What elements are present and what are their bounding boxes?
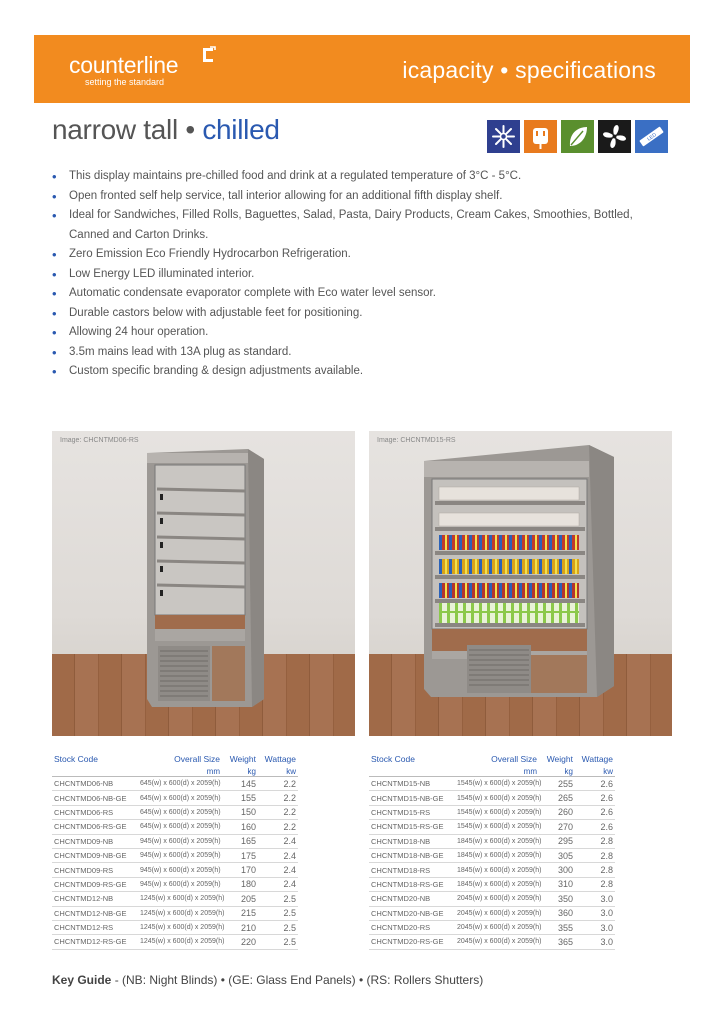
feature-icons	[487, 120, 668, 153]
stock-code: CHCNTMD12-RS-GE	[52, 935, 138, 949]
column-unit-size: mm	[455, 764, 539, 777]
wattage: 2.5	[258, 892, 298, 906]
weight: 310	[539, 877, 575, 891]
overall-size: 1245(w) x 600(d) x 2059(h)	[138, 935, 222, 949]
column-unit-weight: kg	[539, 764, 575, 777]
list-item: • 3.5m mains lead with 13A plug as standard.	[52, 343, 672, 363]
brand-logo	[69, 53, 178, 87]
list-item: • Durable castors below with adjustable feet for positioning.	[52, 304, 672, 324]
fan-icon	[598, 120, 631, 153]
stock-code: CHCNTMD18-RS-GE	[369, 877, 455, 891]
weight: 260	[539, 805, 575, 819]
list-item: • Automatic condensate evaporator complete with Eco water level sensor.	[52, 284, 672, 304]
table-row	[369, 848, 615, 862]
list-item: • This display maintains pre-chilled food and drink at a regulated temperature of 3°C - 5°C.	[52, 167, 672, 187]
led-icon	[635, 120, 668, 153]
overall-size: 945(w) x 600(d) x 2059(h)	[138, 848, 222, 862]
weight: 220	[222, 935, 258, 949]
stock-code: CHCNTMD18-RS	[369, 863, 455, 877]
column-header-weight: Weight	[546, 754, 573, 764]
overall-size: 1545(w) x 600(d) x 2059(h)	[455, 791, 539, 805]
weight: 255	[539, 777, 575, 791]
overall-size: 1545(w) x 600(d) x 2059(h)	[455, 805, 539, 819]
key-guide	[52, 973, 483, 987]
wattage: 2.5	[258, 920, 298, 934]
overall-size: 1845(w) x 600(d) x 2059(h)	[455, 877, 539, 891]
list-item: • Allowing 24 hour operation.	[52, 323, 672, 343]
weight: 355	[539, 920, 575, 934]
stock-code: CHCNTMD06-NB-GE	[52, 791, 138, 805]
banner-title: icapacity • specifications	[402, 57, 656, 83]
snowflake-icon	[487, 120, 520, 153]
wattage: 2.2	[258, 820, 298, 834]
overall-size: 1845(w) x 600(d) x 2059(h)	[455, 848, 539, 862]
weight: 210	[222, 920, 258, 934]
overall-size: 645(w) x 600(d) x 2059(h)	[138, 820, 222, 834]
overall-size: 1845(w) x 600(d) x 2059(h)	[455, 863, 539, 877]
page-title-prefix: narrow tall •	[52, 114, 203, 145]
table-row	[52, 777, 298, 791]
table-row	[369, 863, 615, 877]
stock-code: CHCNTMD20-NB	[369, 892, 455, 906]
column-header-stock-code: Stock Code	[54, 754, 98, 764]
wattage: 2.8	[575, 863, 615, 877]
spec-table-left	[52, 751, 298, 950]
stock-code: CHCNTMD06-RS	[52, 805, 138, 819]
wattage: 2.2	[258, 805, 298, 819]
overall-size: 1245(w) x 600(d) x 2059(h)	[138, 906, 222, 920]
table-row	[52, 935, 298, 949]
wattage: 2.4	[258, 848, 298, 862]
weight: 360	[539, 906, 575, 920]
brand-name: counterline	[69, 52, 179, 78]
table-row	[369, 834, 615, 848]
feature-list	[52, 167, 672, 382]
plug-icon	[524, 120, 557, 153]
overall-size: 945(w) x 600(d) x 2059(h)	[138, 834, 222, 848]
stock-code: CHCNTMD12-RS	[52, 920, 138, 934]
table-row	[369, 906, 615, 920]
wattage: 2.2	[258, 777, 298, 791]
weight: 175	[222, 848, 258, 862]
stock-code: CHCNTMD09-RS-GE	[52, 877, 138, 891]
overall-size: 645(w) x 600(d) x 2059(h)	[138, 805, 222, 819]
overall-size: 1845(w) x 600(d) x 2059(h)	[455, 834, 539, 848]
stock-code: CHCNTMD06-RS-GE	[52, 820, 138, 834]
table-row	[369, 920, 615, 934]
table-row	[52, 892, 298, 906]
list-item: • Custom specific branding & design adjustments available.	[52, 362, 672, 382]
weight: 180	[222, 877, 258, 891]
column-header-stock-code: Stock Code	[371, 754, 415, 764]
overall-size: 1245(w) x 600(d) x 2059(h)	[138, 892, 222, 906]
column-unit-wattage: kw	[575, 764, 615, 777]
cabinet-wide-illustration	[369, 431, 672, 736]
table-row	[52, 877, 298, 891]
stock-code: CHCNTMD15-RS-GE	[369, 820, 455, 834]
header-banner	[34, 35, 690, 103]
weight: 295	[539, 834, 575, 848]
overall-size: 945(w) x 600(d) x 2059(h)	[138, 863, 222, 877]
overall-size: 1245(w) x 600(d) x 2059(h)	[138, 920, 222, 934]
overall-size: 2045(w) x 600(d) x 2059(h)	[455, 920, 539, 934]
weight: 365	[539, 935, 575, 949]
table-row	[52, 820, 298, 834]
wattage: 2.6	[575, 820, 615, 834]
wattage: 3.0	[575, 920, 615, 934]
wattage: 3.0	[575, 935, 615, 949]
table-row	[52, 834, 298, 848]
column-unit-size: mm	[138, 764, 222, 777]
wattage: 3.0	[575, 892, 615, 906]
cabinet-narrow-illustration	[52, 431, 355, 736]
table-row	[369, 892, 615, 906]
wattage: 2.5	[258, 906, 298, 920]
stock-code: CHCNTMD15-RS	[369, 805, 455, 819]
overall-size: 645(w) x 600(d) x 2059(h)	[138, 791, 222, 805]
stock-code: CHCNTMD12-NB-GE	[52, 906, 138, 920]
page-title-accent: chilled	[202, 114, 280, 145]
column-unit-wattage: kw	[258, 764, 298, 777]
table-row	[369, 805, 615, 819]
stock-code: CHCNTMD20-NB-GE	[369, 906, 455, 920]
stock-code: CHCNTMD20-RS	[369, 920, 455, 934]
wattage: 2.4	[258, 863, 298, 877]
overall-size: 645(w) x 600(d) x 2059(h)	[138, 777, 222, 791]
wattage: 2.8	[575, 848, 615, 862]
weight: 170	[222, 863, 258, 877]
weight: 145	[222, 777, 258, 791]
column-unit-blank	[369, 764, 455, 777]
column-header-wattage: Wattage	[264, 754, 296, 764]
stock-code: CHCNTMD12-NB	[52, 892, 138, 906]
wattage: 2.5	[258, 935, 298, 949]
weight: 165	[222, 834, 258, 848]
column-header-overall-size: Overall Size	[174, 754, 220, 764]
list-item: • Ideal for Sandwiches, Filled Rolls, Baguettes, Salad, Pasta, Dairy Products, Cream Cakes, Smoothies, Bottled, Canned and Carton Drinks.	[52, 206, 672, 245]
stock-code: CHCNTMD15-NB	[369, 777, 455, 791]
leaf-icon	[561, 120, 594, 153]
weight: 300	[539, 863, 575, 877]
wattage: 2.8	[575, 834, 615, 848]
list-item: • Low Energy LED illuminated interior.	[52, 265, 672, 285]
table-row	[369, 777, 615, 791]
overall-size: 2045(w) x 600(d) x 2059(h)	[455, 935, 539, 949]
wattage: 2.6	[575, 791, 615, 805]
wattage: 2.4	[258, 834, 298, 848]
table-row	[369, 791, 615, 805]
column-header-wattage: Wattage	[581, 754, 613, 764]
table-row	[52, 848, 298, 862]
stock-code: CHCNTMD09-NB-GE	[52, 848, 138, 862]
list-item: • Open fronted self help service, tall interior allowing for an additional fifth display shelf.	[52, 187, 672, 207]
wattage: 3.0	[575, 906, 615, 920]
stock-code: CHCNTMD06-NB	[52, 777, 138, 791]
key-guide-label: Key Guide	[52, 973, 112, 987]
column-header-weight: Weight	[229, 754, 256, 764]
stock-code: CHCNTMD18-NB-GE	[369, 848, 455, 862]
list-item: • Zero Emission Eco Friendly Hydrocarbon Refrigeration.	[52, 245, 672, 265]
spec-table-right	[369, 751, 615, 950]
table-row	[52, 805, 298, 819]
svg-text:LED: LED	[646, 132, 658, 143]
column-header-overall-size: Overall Size	[491, 754, 537, 764]
weight: 350	[539, 892, 575, 906]
weight: 270	[539, 820, 575, 834]
table-row	[369, 877, 615, 891]
stock-code: CHCNTMD18-NB	[369, 834, 455, 848]
table-row	[52, 863, 298, 877]
weight: 150	[222, 805, 258, 819]
overall-size: 1545(w) x 600(d) x 2059(h)	[455, 820, 539, 834]
table-row	[369, 935, 615, 949]
stock-code: CHCNTMD09-NB	[52, 834, 138, 848]
wattage: 2.6	[575, 805, 615, 819]
wattage: 2.4	[258, 877, 298, 891]
product-image-right	[369, 431, 672, 736]
wattage: 2.8	[575, 877, 615, 891]
weight: 160	[222, 820, 258, 834]
stock-code: CHCNTMD20-RS-GE	[369, 935, 455, 949]
overall-size: 1545(w) x 600(d) x 2059(h)	[455, 777, 539, 791]
table-row	[52, 791, 298, 805]
table-row	[369, 820, 615, 834]
weight: 205	[222, 892, 258, 906]
table-row	[52, 906, 298, 920]
image-caption-right: Image: CHCNTMD15-RS	[377, 437, 456, 444]
weight: 215	[222, 906, 258, 920]
key-guide-text: - (NB: Night Blinds) • (GE: Glass End Panels) • (RS: Rollers Shutters)	[111, 973, 484, 987]
page-title	[52, 114, 280, 146]
stock-code: CHCNTMD15-NB-GE	[369, 791, 455, 805]
overall-size: 2045(w) x 600(d) x 2059(h)	[455, 906, 539, 920]
brand-mark-icon	[201, 46, 217, 64]
weight: 265	[539, 791, 575, 805]
weight: 155	[222, 791, 258, 805]
stock-code: CHCNTMD09-RS	[52, 863, 138, 877]
product-image-left	[52, 431, 355, 736]
column-unit-weight: kg	[222, 764, 258, 777]
wattage: 2.6	[575, 777, 615, 791]
weight: 305	[539, 848, 575, 862]
table-row	[52, 920, 298, 934]
image-caption-left: Image: CHCNTMD06-RS	[60, 437, 139, 444]
overall-size: 945(w) x 600(d) x 2059(h)	[138, 877, 222, 891]
column-unit-blank	[52, 764, 138, 777]
wattage: 2.2	[258, 791, 298, 805]
brand-tagline: setting the standard	[85, 77, 165, 87]
overall-size: 2045(w) x 600(d) x 2059(h)	[455, 892, 539, 906]
